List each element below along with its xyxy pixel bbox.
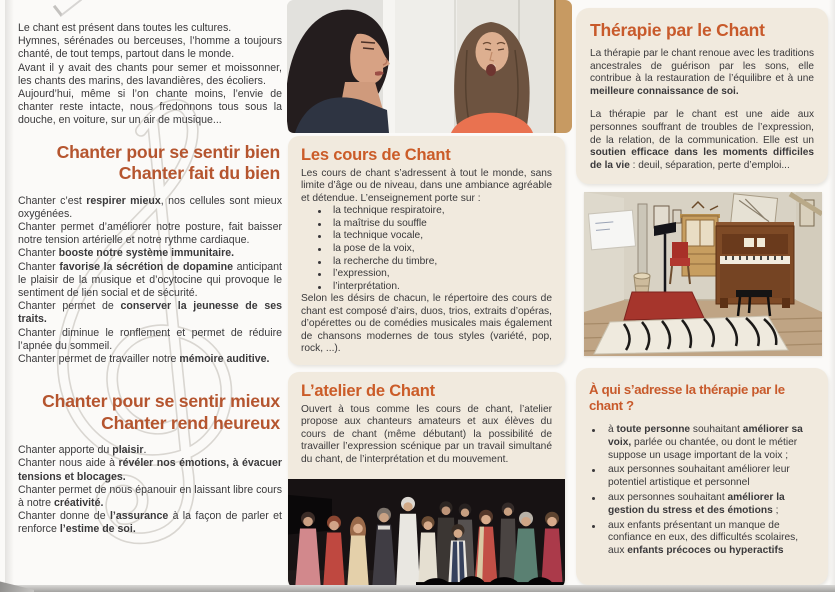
list-item xyxy=(318,281,552,294)
bullet-icon xyxy=(318,223,321,226)
scan-edge-shadow-left xyxy=(5,0,14,585)
bullet-icon xyxy=(318,286,321,289)
list-item-label: l’interprétation. xyxy=(333,280,400,292)
list-item xyxy=(592,492,815,518)
list-item xyxy=(318,243,552,256)
intro-paragraph: Le chant est présent dans toutes les cultures. xyxy=(18,22,232,34)
list-item xyxy=(592,424,815,462)
section-title-cours: Les cours de Chant xyxy=(301,146,451,164)
card-therapie-par-le-chant xyxy=(576,8,828,184)
list-item-label: la maîtrise du souffle xyxy=(333,217,427,229)
list-item xyxy=(318,268,552,281)
list-item-label: la technique vocale, xyxy=(333,230,424,242)
benefit-line: Chanter permet d’améliorer notre posture, fait baisser notre tension artérielle et notre rythme cardiaque. xyxy=(18,221,282,247)
heading-chanter-fait-du-bien xyxy=(18,142,280,185)
therapie-paragraph: La thérapie par le chant est une aide aux personnes souffrant de troubles de l’expression, de la relation, de la communication. Elle est un soutien efficace dans les moments difficiles de la vie : deuil, séparation, perte d’emploi... xyxy=(590,109,814,171)
scan-edge-shadow-bottom xyxy=(0,585,835,592)
list-item xyxy=(592,520,815,558)
list-item xyxy=(318,230,552,243)
benefit-line: Chanter c’est respirer mieux, nos cellules sont mieux oxygénées. xyxy=(18,194,282,220)
scan-corner-artifact xyxy=(53,0,82,17)
atelier-body: Ouvert à tous comme les cours de chant, l’atelier propose aux chanteurs amateurs et aux élèves du cours de chant (même débutant) la possibilité de travailler l’expression scénique par un travail simultané du chant, de l’interprétation et du mouvement. xyxy=(301,404,552,465)
heading-line: Chanter rend heureux xyxy=(101,412,280,433)
benefit-line: Chanter nous aide à révéler nos émotions, à évacuer tensions et blocages. xyxy=(18,457,283,483)
photo-music-room-piano xyxy=(584,192,822,356)
section-title-atelier: L’atelier de Chant xyxy=(301,382,435,400)
benefit-line: Chanter booste notre système immunitaire. xyxy=(18,247,235,260)
card-cours-de-chant xyxy=(288,136,565,365)
bullet-icon xyxy=(592,429,595,432)
card-atelier-de-chant xyxy=(288,372,565,590)
list-item-label: l’expression, xyxy=(333,268,390,280)
scan-edge-shadow-right xyxy=(829,0,835,585)
card-a-qui-sadresse xyxy=(576,368,828,585)
benefit-line: Chanter favorise la sécrétion de dopamine anticipant le plaisir de la musique et d’ocytocine qui provoque le sentiment de lien social et de sécurité. xyxy=(18,260,282,300)
bullet-icon xyxy=(592,469,595,472)
section-title-a-qui: À qui s’adresse la thérapie par le chant ? xyxy=(589,382,785,413)
list-item-label: la recherche du timbre, xyxy=(333,255,438,267)
section-title-therapie: Thérapie par le Chant xyxy=(590,20,765,40)
list-item xyxy=(592,464,815,490)
list-item-label: aux enfants présentant un manque de confiance en eux, des difficultés scolaires, aux enfants précoces ou hyperactifs xyxy=(608,519,799,557)
benefit-line: Chanter donne de l’assurance à la façon de parler et renforce l’estime de soi. xyxy=(18,510,282,536)
bullet-icon xyxy=(318,248,321,251)
list-item-label: la pose de la voix, xyxy=(333,243,415,254)
bullet-icon xyxy=(318,261,321,264)
benefit-line: Chanter apporte du plaisir. xyxy=(18,444,147,457)
intro-paragraph: Avant il y avait des chants pour semer et moissonner, les chants des marins, des lavandières, des écoliers. xyxy=(18,61,282,87)
list-item xyxy=(318,256,552,269)
left-column xyxy=(18,22,282,537)
bullet-icon xyxy=(592,525,595,528)
therapie-paragraph: La thérapie par le chant renoue avec les traditions ancestrales de guérison par les sons, elle contribue à la restauration de l’équilibre et à une meilleure connaissance de soi. xyxy=(590,48,814,97)
photo-singing-lesson xyxy=(287,0,572,133)
cours-outro: Selon les désirs de chacun, le répertoire des cours de chant est composé d’airs, duos, trios, extraits d’opéras, d’opérettes ou de comédies musicales mais également de chansons modernes de tous styles (variété, pop, rock, ...). xyxy=(301,293,552,354)
list-item xyxy=(318,218,552,231)
list-item xyxy=(318,205,552,218)
heading-line: Chanter pour se sentir bien xyxy=(56,141,280,162)
list-item-label: aux personnes souhaitant améliorer la gestion du stress et des émotions ; xyxy=(608,491,785,516)
cours-intro: Les cours de chant s’adressent à tout le monde, sans limite d’âge ou de niveau, dans une ambiance agréable et détendue. L’enseignement porte sur : xyxy=(301,168,552,204)
intro-paragraph: Hymnes, sérénades ou berceuses, l’homme a toujours chanté, de tout temps, partout dans le monde. xyxy=(18,35,282,61)
benefit-line: Chanter permet de conserver la jeunesse de ses traits. xyxy=(18,300,282,326)
list-item-label: à toute personne souhaitant améliorer sa voix, parlée ou chantée, ou dont le métier suppose un usage important de la voix ; xyxy=(608,424,803,461)
heading-line: Chanter fait du bien xyxy=(118,163,280,184)
bullet-icon xyxy=(318,210,321,213)
benefit-line: Chanter permet de travailler notre mémoire auditive. xyxy=(18,353,270,366)
list-item-label: la technique respiratoire, xyxy=(333,205,445,217)
benefit-line: Chanter permet de nous épanouir en laissant libre cours à notre créativité. xyxy=(18,483,282,510)
bullet-icon xyxy=(318,273,321,276)
intro-paragraph: Aujourd’hui, même si l’on chante moins, l’envie de chanter reste intacte, nous fredonnons tous sous la douche, en voiture, sur un air de musique... xyxy=(18,88,282,127)
photo-choir-on-stage xyxy=(288,479,565,590)
heading-line: Chanter pour se sentir mieux xyxy=(42,391,280,412)
list-item-label: aux personnes souhaitant améliorer leur potentiel artistique et personnel xyxy=(608,464,790,489)
benefit-line: Chanter diminue le ronflement et permet de réduire l’apnée du sommeil. xyxy=(18,326,282,352)
heading-chanter-rend-heureux xyxy=(18,391,280,434)
bullet-icon xyxy=(318,235,321,238)
bullet-icon xyxy=(592,497,595,500)
